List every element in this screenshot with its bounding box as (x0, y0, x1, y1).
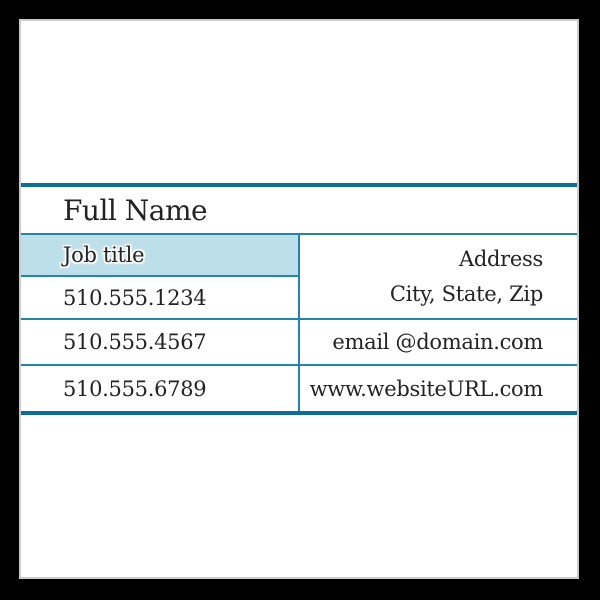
full-name-row (21, 187, 577, 233)
contact-table (21, 235, 577, 411)
address-line-2: City, State, Zip (389, 281, 543, 306)
job-title-cell (21, 235, 298, 277)
card-top-blank-area (21, 21, 577, 183)
address-cell (300, 235, 577, 320)
card-bottom-blank-area (21, 415, 577, 577)
job-title-text: Job title (63, 243, 145, 267)
email-text: email @domain.com (332, 330, 543, 354)
phone-cell-1 (21, 277, 298, 320)
phone-number-2: 510.555.4567 (63, 330, 207, 354)
phone-number-1: 510.555.1234 (63, 285, 207, 310)
website-text: www.websiteURL.com (309, 376, 543, 401)
phone-cell-3 (21, 366, 298, 411)
contact-table-left-column (21, 235, 298, 411)
email-cell (300, 320, 577, 366)
phone-number-3: 510.555.6789 (63, 376, 207, 401)
business-card (19, 19, 579, 579)
full-name-text: Full Name (63, 193, 208, 227)
address-line-1: Address (459, 246, 543, 271)
contact-table-right-column (298, 235, 577, 411)
website-cell (300, 366, 577, 411)
phone-cell-2 (21, 320, 298, 366)
